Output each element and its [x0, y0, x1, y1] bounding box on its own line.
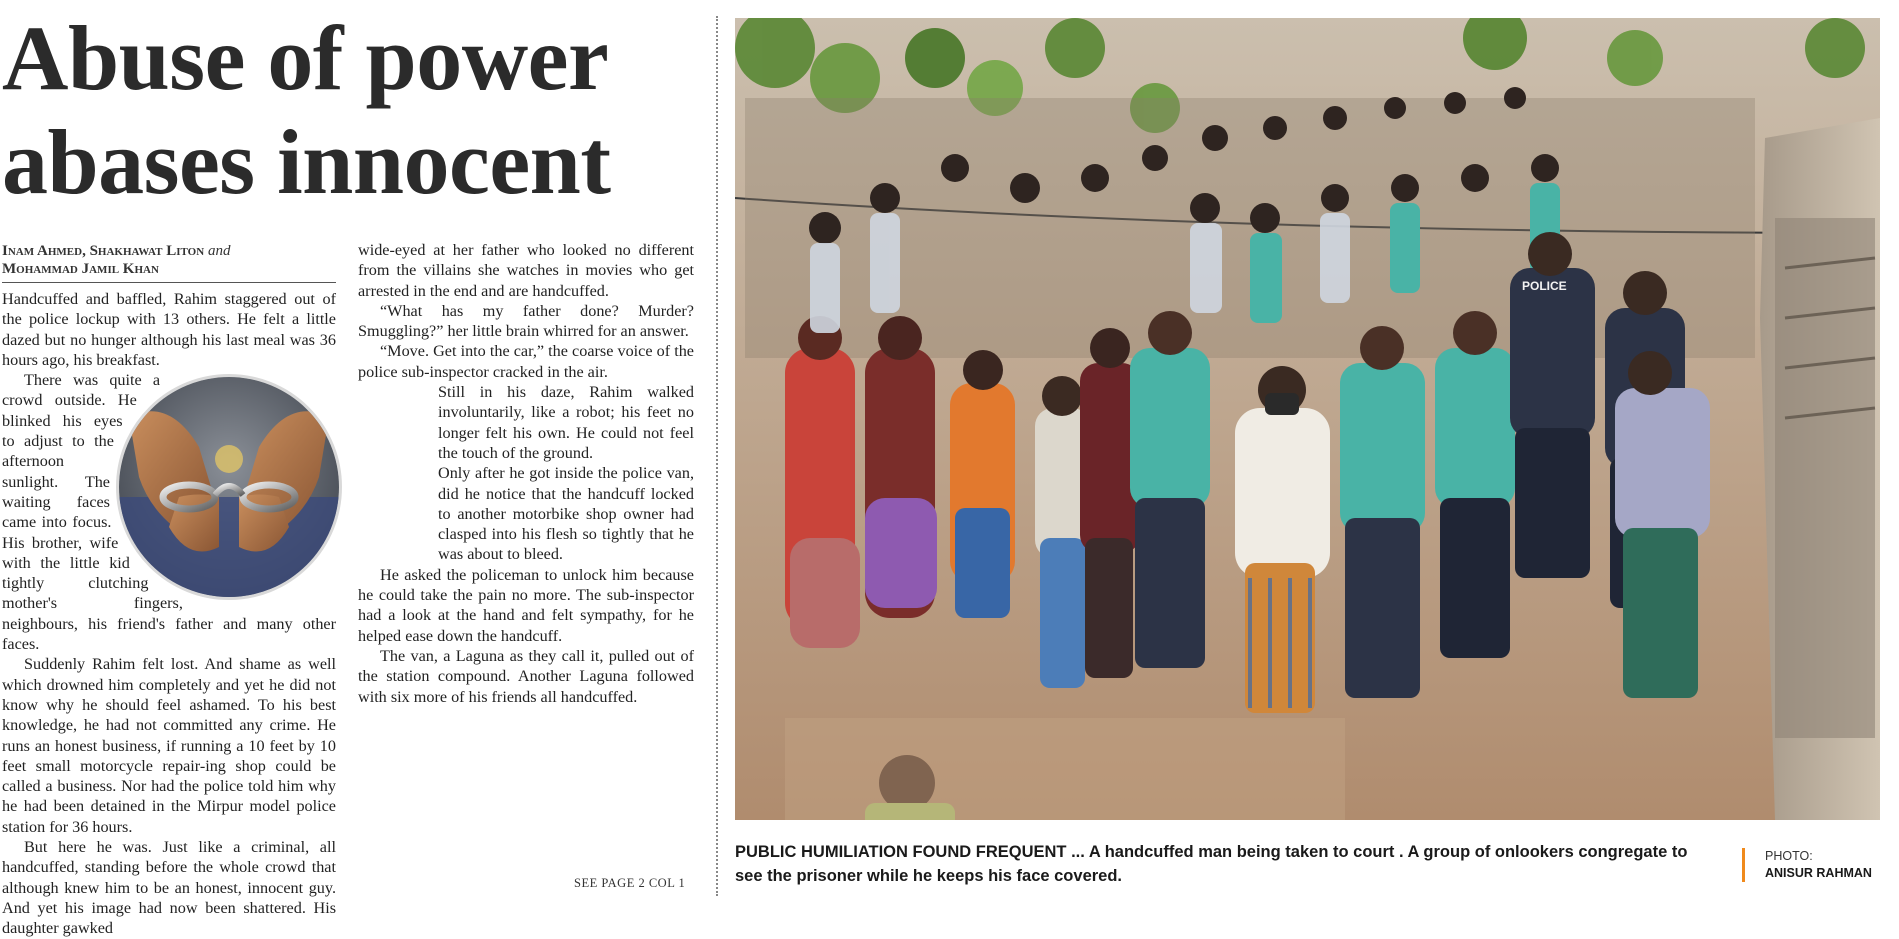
onlooker-plaid — [1615, 351, 1710, 698]
byline-authors-1: Inam Ahmed, Shakhawat Liton — [2, 243, 205, 259]
paragraph: Suddenly Rahim felt lost. And shame as well which drowned him completely and yet he did not know why he should feel ashamed. To his best knowledge, he had not committed any crime. He runs an honest business, if running a 10 feet by 10 feet small motorcycle repair-ing shop could be called a business. Nor had the police told him why he had been detained in the Mirpur model police station for 36 hours. — [2, 655, 336, 836]
paragraph: The van, a Laguna as they call it, pulled out of the station compound. Another Laguna followed with six more of his friends all handcuffed. — [358, 646, 694, 706]
paragraph: Still in his daze, Rahim walked involuntarily, like a robot; his feet no longer felt his own. He could not feel the touch of the ground. — [438, 383, 694, 462]
photo-credit-label: PHOTO: — [1765, 849, 1813, 863]
byline-authors-2: Mohammad Jamil Khan — [2, 261, 159, 277]
paragraph: “Move. Get into the car,” the coarse voice of the police sub-inspector cracked in the air. — [358, 342, 694, 381]
paragraph: Only after he got inside the police van, did he notice that the handcuff locked to another motorbike shop owner had clasped into his flesh so tightly that he was about to bleed. — [438, 464, 694, 564]
headline-line-1: Abuse of power — [2, 7, 609, 109]
paragraph: wide-eyed at her father who looked no different from the villains she watches in movies who get arrested in the end and are handcuffed. — [358, 241, 694, 300]
headline — [2, 6, 702, 214]
main-news-photo — [735, 18, 1880, 820]
byline-and: and — [207, 243, 231, 259]
paragraph: But here he was. Just like a criminal, all handcuffed, standing before the whole crowd that although knew him to be an honest, innocent guy. And yet his image had now been shattered. His daughter gawked — [2, 838, 336, 938]
article-column-1 — [2, 289, 336, 939]
paragraph: “What has my father done? Murder? Smuggling?” her little brain whirred for an answer. — [358, 301, 694, 341]
photo-credit-name: ANISUR RAHMAN — [1765, 866, 1872, 880]
article-section — [0, 0, 705, 938]
paragraph: He asked the policeman to unlock him because he could take the pain no more. The sub-inspector had a look at the hand and felt sympathy, for he helped ease down the handcuff. — [358, 565, 694, 645]
jump-line[interactable]: SEE PAGE 2 COL 1 — [574, 876, 686, 890]
handcuff-inset-photo — [116, 374, 342, 600]
column-divider — [716, 16, 718, 896]
article-column-2 — [358, 240, 694, 707]
police-van — [1760, 118, 1880, 820]
photo-caption: PUBLIC HUMILIATION FOUND FREQUENT ... A handcuffed man being taken to court . A group of onlookers congregate to see the prisoner while he keeps his face covered. — [735, 843, 1688, 885]
crowd-photo-illustration — [735, 18, 1880, 820]
paragraph: There was quite a crowd outside. He blinked his eyes to adjust to the afternoon sunlight. The waiting faces came into focus. His brother, wife with the little kid tightly clutching mother's fingers, neighbours, his friend's father and many other faces. — [2, 371, 336, 654]
headline-line-2: abases innocent — [2, 111, 611, 213]
police-vest-label: POLICE — [1522, 279, 1567, 293]
handcuff-illustration — [119, 377, 339, 597]
photo-credit — [1742, 848, 1872, 882]
paragraph: Handcuffed and baffled, Rahim staggered out of the police lockup with 13 others. He felt a little dazed but no hunger although his last meal was 36 hours ago, his breakfast. — [2, 290, 336, 369]
byline — [2, 242, 336, 283]
